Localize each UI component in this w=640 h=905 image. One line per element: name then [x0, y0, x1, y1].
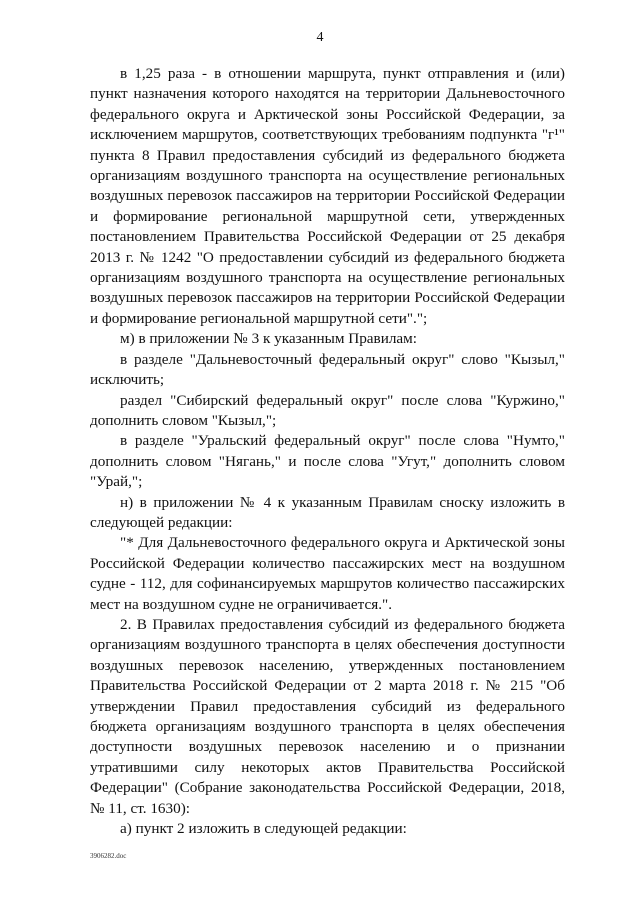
paragraph-item-n: н) в приложении № 4 к указанным Правилам сноску изложить в следующей редакции: — [90, 493, 565, 531]
paragraph-far-east-section: в разделе "Дальневосточный федеральный округ" слово "Кызыл," исключить; — [90, 350, 565, 389]
document-footer-code: 3906282.doc — [90, 852, 127, 860]
paragraph-coefficient: в 1,25 раза - в отношении маршрута, пункт отправления и (или) пункт назначения которого находятся на территории Дальневосточного федерального округа и Арктической зоны Российской Федерации, за исключением маршрутов, соответствующих требованиям подпункта "г¹" пункта 8 Правил предоставления субсидий из федерального бюджета организациям воздушного транспорта на осуществление региональных воздушных перевозок пассажиров на территории Российской Федерации и формирование региональной маршрутной сети, утвержденных постановлением Правительства Российской Федерации от 25 декабря 2013 г. № 1242 "О предоставлении субсидий из федерального бюджета организациям воздушного транспорта на осуществление региональных воздушных перевозок пассажиров на территории Российской Федерации и формирование региональной маршрутной сети"."; — [90, 65, 565, 327]
paragraph-siberian-section: раздел "Сибирский федеральный округ" после слова "Куржино," дополнить словом "Кызыл,"; — [90, 391, 565, 429]
paragraph-footnote-text: "* Для Дальневосточного федерального округа и Арктической зоны Российской Федерации количество пассажирских мест на воздушном судне - 112, для софинансируемых маршрутов количество пассажирских мест на воздушном судне не ограничивается.". — [90, 534, 565, 613]
paragraph-item-m: м) в приложении № 3 к указанным Правилам: — [120, 330, 417, 348]
paragraph-ural-section: в разделе "Уральский федеральный округ" после слова "Нумто," дополнить словом "Нягань," и после слова "Угут," дополнить словом "Урай,"; — [90, 432, 565, 491]
page-number: 4 — [316, 30, 324, 45]
paragraph-section-2: 2. В Правилах предоставления субсидий из федерального бюджета организациям воздушного транспорта в целях обеспечения доступности воздушных перевозок населению, утвержденных постановлением Правительства Российской Федерации от 2 марта 2018 г. № 215 "Об утверждении Правил предоставления субсидий из федерального бюджета организациям воздушного транспорта в целях обеспечения доступности воздушных перевозок населению и о признании утратившими силу некоторых актов Правительства Российской Федерации" (Собрание законодательства Российской Федерации, 2018, № 11, ст. 1630): — [90, 615, 565, 817]
paragraph-item-a: а) пункт 2 изложить в следующей редакции: — [120, 820, 407, 838]
document-body — [90, 64, 565, 839]
